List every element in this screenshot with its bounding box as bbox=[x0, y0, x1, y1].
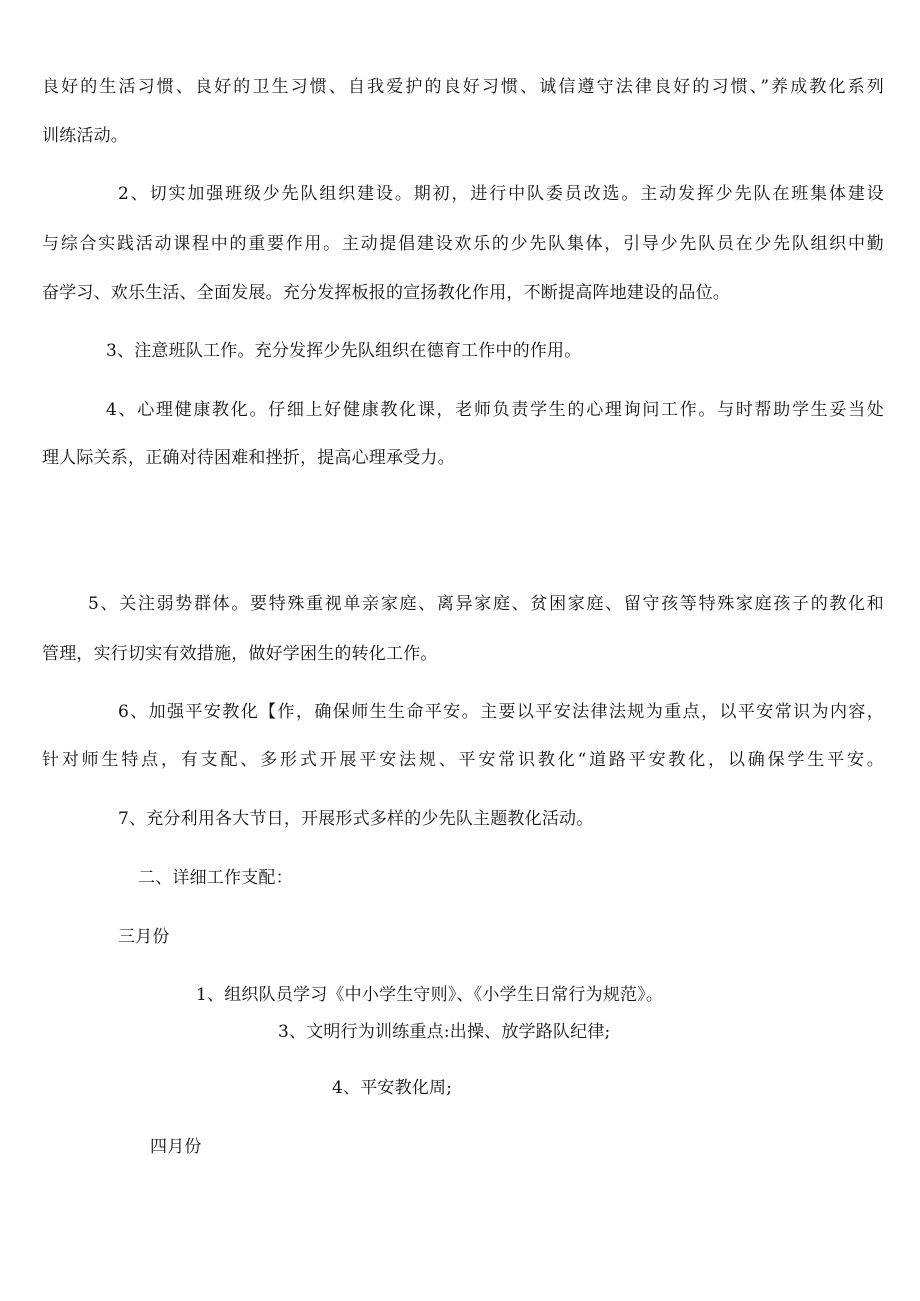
p5-line1: 5、关注弱势群体。要特殊重视单亲家庭、离异家庭、贫困家庭、留守孩等特殊家庭孩子的教化和 bbox=[88, 594, 884, 614]
p3-line1: 3、注意班队工作。充分发挥少先队组织在德育工作中的作用。 bbox=[106, 341, 582, 361]
p2-line3: 奋学习、欢乐生活、全面发展。充分发挥板报的宣扬教化作用，不断提高阵地建设的品位。 bbox=[42, 283, 730, 303]
p1-line1: 良好的生活习惯、良好的卫生习惯、自我爱护的良好习惯、诚信遵守法律良好的习惯、”养成教化系列 bbox=[42, 77, 884, 97]
march-title: 三月份 bbox=[118, 927, 170, 947]
p6-line2: 针对师生特点，有支配、多形式开展平安法规、平安常识教化“道路平安教化，以确保学生平安。 bbox=[42, 750, 884, 770]
p1-line2: 训练活动。 bbox=[42, 126, 128, 146]
march-item-4: 4、平安教化周; bbox=[332, 1078, 453, 1098]
p4-line1: 4、心理健康教化。仔细上好健康教化课，老师负责学生的心理询问工作。与时帮助学生妥当处 bbox=[106, 400, 884, 420]
p5-line2: 管理，实行切实有效措施，做好学困生的转化工作。 bbox=[42, 644, 438, 664]
p2-line1: 2、切实加强班级少先队组织建设。期初，进行中队委员改选。主动发挥少先队在班集体建设 bbox=[118, 184, 884, 204]
p4-line2: 理人际关系，正确对待困难和挫折，提高心理承受力。 bbox=[42, 448, 455, 468]
p2-line2: 与综合实践活动课程中的重要作用。主动提倡建设欢乐的少先队集体，引导少先队员在少先队组织中勤 bbox=[42, 234, 884, 254]
april-title: 四月份 bbox=[150, 1137, 202, 1157]
p7-line1: 7、充分利用各大节日，开展形式多样的少先队主题教化活动。 bbox=[118, 809, 594, 829]
p6-line1: 6、加强平安教化【作，确保师生生命平安。主要以平安法律法规为重点，以平安常识为内容， bbox=[118, 702, 884, 722]
march-item-1: 1、组织队员学习《中小学生守则》、《小学生日常行为规范》。 bbox=[196, 985, 664, 1005]
section-heading: 二、详细工作支配： bbox=[138, 868, 293, 888]
march-item-3: 3、文明行为训练重点:出操、放学路队纪律; bbox=[278, 1022, 611, 1042]
